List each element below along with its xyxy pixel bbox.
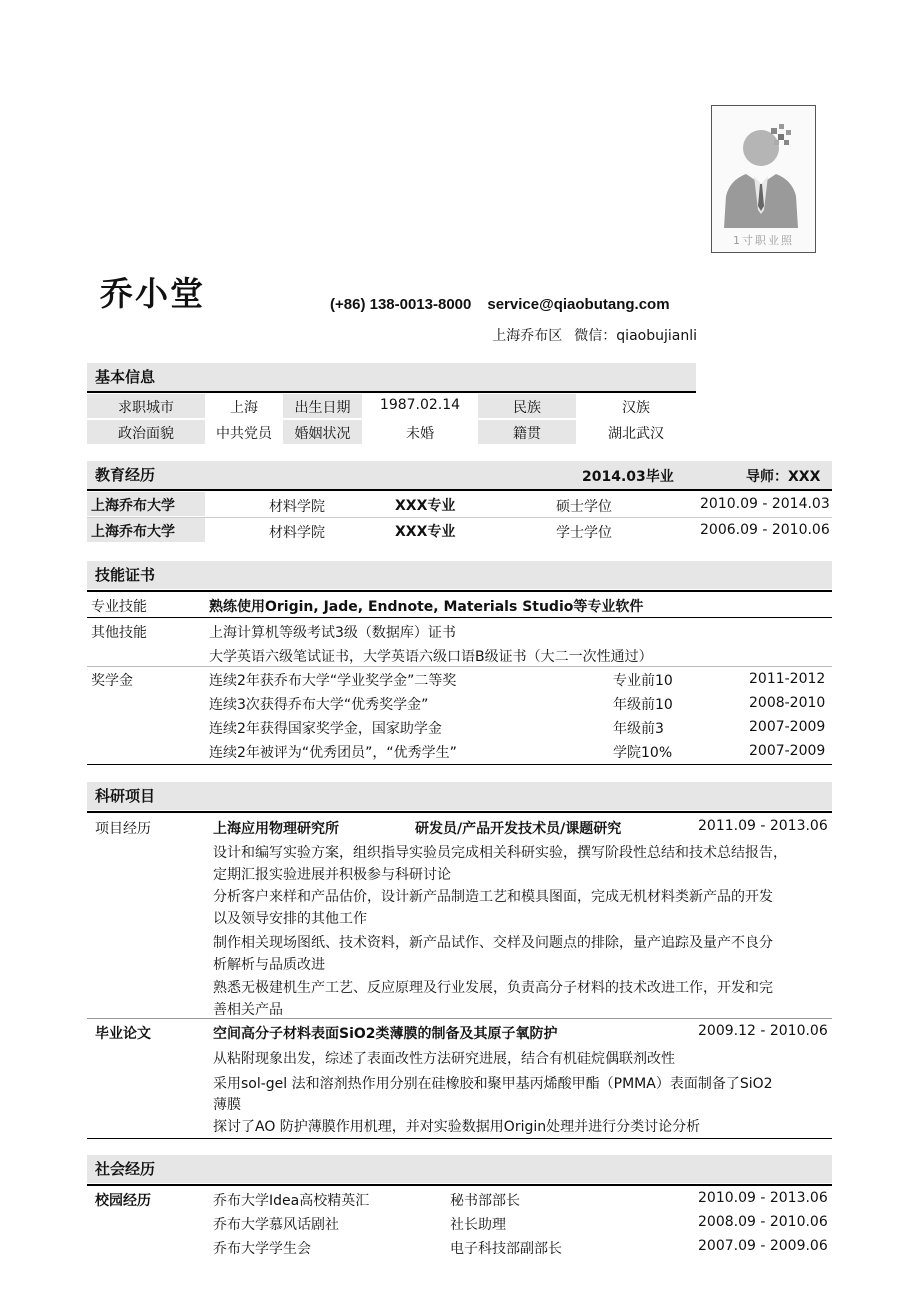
degree: 硕士学位	[556, 499, 612, 515]
school-name: 上海乔布大学	[91, 524, 175, 540]
social-role: 秘书部部长	[450, 1193, 520, 1209]
divider	[87, 1184, 832, 1186]
row-divider	[87, 617, 832, 618]
project-line: 定期汇报实验进展并积极参与科研讨论	[213, 867, 451, 883]
section-basic-info: 基本信息	[87, 363, 696, 391]
graduation-date: 2014.03毕业	[582, 469, 674, 485]
scholarship-year: 2011-2012	[749, 671, 826, 687]
social-org: 乔布大学学生会	[213, 1241, 311, 1257]
project-line: 分析客户来样和产品估价，设计新产品制造工艺和模具图面，完成无机材料类新产品的开发	[213, 889, 773, 905]
social-role: 电子科技部副部长	[450, 1241, 562, 1257]
social-label: 校园经历	[95, 1193, 151, 1209]
social-org: 乔布大学Idea高校精英汇	[213, 1193, 370, 1209]
scholarship-name: 连续2年获得国家奖学金，国家助学金	[209, 721, 442, 737]
person-silhouette-icon	[716, 110, 811, 230]
skill-label: 其他技能	[91, 625, 147, 641]
thesis-line: 采用sol-gel 法和溶剂热作用分别在硅橡胶和聚甲基丙烯酸甲酯（PMMA）表面制备了SiO2	[213, 1076, 773, 1092]
address-line	[492, 325, 697, 345]
project-label: 项目经历	[95, 821, 151, 837]
row-divider	[87, 1138, 832, 1139]
basic-label: 求职城市	[118, 400, 174, 416]
degree: 学士学位	[556, 525, 612, 541]
basic-label: 婚姻状况	[294, 426, 351, 442]
skill-text: 大学英语六级笔试证书，大学英语六级口语B级证书（大二一次性通过）	[209, 649, 653, 665]
project-org: 上海应用物理研究所	[213, 821, 339, 837]
social-role: 社长助理	[450, 1217, 506, 1233]
advisor: 导师：XXX	[746, 469, 821, 485]
skill-text: 熟练使用Origin, Jade, Endnote, Materials Studio等专业软件	[209, 599, 644, 615]
school-name: 上海乔布大学	[91, 498, 175, 514]
thesis-line: 薄膜	[213, 1097, 241, 1113]
row-divider	[87, 1018, 832, 1019]
basic-value: 汉族	[622, 400, 650, 416]
photo-caption: 1寸职业照	[733, 234, 794, 247]
social-date: 2007.09 - 2009.06	[698, 1238, 828, 1254]
section-social: 社会经历	[87, 1155, 832, 1183]
project-line: 善相关产品	[213, 1002, 283, 1018]
thesis-line: 从粘附现象出发，综述了表面改性方法研究进展，结合有机硅烷偶联剂改性	[213, 1051, 675, 1067]
scholarship-rank: 年级前3	[613, 721, 664, 737]
project-line: 熟悉无极建机生产工艺、反应原理及行业发展，负责高分子材料的技术改进工作，开发和完	[213, 980, 773, 996]
row-divider	[87, 517, 832, 518]
scholarship-name: 连续2年获乔布大学“学业奖学金”二等奖	[209, 673, 457, 689]
basic-value: 上海	[230, 400, 258, 416]
basic-label: 民族	[513, 400, 541, 416]
profile-photo	[711, 105, 816, 253]
basic-value: 湖北武汉	[608, 426, 664, 442]
edu-date: 2006.09 - 2010.06	[700, 522, 830, 538]
college: 材料学院	[269, 499, 325, 515]
project-line: 设计和编写实验方案，组织指导实验员完成相关科研实验，撰写阶段性总结和技术总结报告，	[213, 845, 787, 861]
divider	[87, 590, 832, 592]
edu-date: 2010.09 - 2014.03	[700, 496, 830, 512]
city-text: 上海乔布区	[492, 328, 563, 344]
basic-label: 出生日期	[294, 400, 351, 416]
scholarship-rank: 年级前10	[613, 697, 673, 713]
scholarship-year: 2007-2009	[749, 743, 826, 759]
project-line: 析解析与品质改进	[213, 957, 325, 973]
scholarship-name: 连续2年被评为“优秀团员”，“优秀学生”	[209, 745, 457, 761]
major: XXX专业	[395, 524, 456, 540]
project-line: 以及领导安排的其他工作	[213, 911, 367, 927]
section-research: 科研项目	[87, 782, 832, 810]
divider	[87, 811, 832, 813]
scholarship-year: 2007-2009	[749, 719, 826, 735]
education-title: 教育经历	[95, 466, 156, 484]
basic-label: 籍贯	[513, 426, 541, 442]
divider	[87, 391, 696, 393]
candidate-name: 乔小堂	[100, 274, 205, 313]
skill-label: 专业技能	[91, 599, 147, 615]
basic-value: 未婚	[406, 426, 434, 442]
scholarship-year: 2008-2010	[749, 695, 826, 711]
section-education	[87, 461, 832, 489]
thesis-title: 空间高分子材料表面SiO2类薄膜的制备及其原子氧防护	[213, 1026, 558, 1042]
basic-value: 中共党员	[216, 426, 272, 442]
scholarship-name: 连续3次获得乔布大学“优秀奖学金”	[209, 697, 429, 713]
skill-text: 上海计算机等级考试3级（数据库）证书	[209, 625, 456, 641]
skill-label: 奖学金	[91, 673, 133, 689]
major: XXX专业	[395, 498, 456, 514]
basic-value: 1987.02.14	[379, 397, 461, 413]
section-skills: 技能证书	[87, 561, 832, 589]
social-date: 2008.09 - 2010.06	[698, 1214, 828, 1230]
basic-label: 政治面貌	[118, 426, 174, 442]
email-address: service@qiaobutang.com	[487, 296, 670, 313]
row-gap	[87, 419, 696, 420]
scholarship-rank: 专业前10	[613, 673, 673, 689]
social-date: 2010.09 - 2013.06	[698, 1190, 828, 1206]
project-role: 研发员/产品开发技术员/课题研究	[415, 821, 622, 837]
divider	[87, 489, 832, 491]
contact-line	[330, 296, 670, 313]
wechat-text: 微信：qiaobujianli	[574, 328, 697, 344]
project-date: 2011.09 - 2013.06	[698, 818, 828, 834]
row-divider	[87, 764, 832, 765]
scholarship-rank: 学院10%	[613, 745, 673, 761]
thesis-label: 毕业论文	[95, 1026, 151, 1042]
row-divider	[87, 666, 832, 667]
project-line: 制作相关现场图纸、技术资料，新产品试作、交样及问题点的排除，量产追踪及量产不良分	[213, 935, 773, 951]
phone-number: (+86) 138-0013-8000	[330, 296, 472, 313]
college: 材料学院	[269, 525, 325, 541]
thesis-date: 2009.12 - 2010.06	[698, 1023, 828, 1039]
social-org: 乔布大学慕风话剧社	[213, 1217, 339, 1233]
thesis-line: 探讨了AO 防护薄膜作用机理，并对实验数据用Origin处理并进行分类讨论分析	[213, 1119, 701, 1135]
